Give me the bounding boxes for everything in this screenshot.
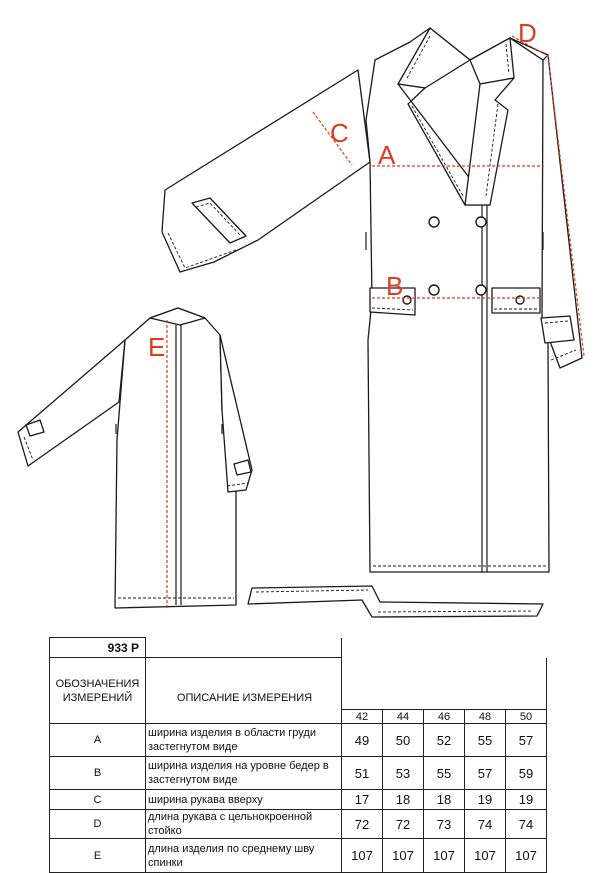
row-description: длина рукава с цельнокроенной стойко [146,810,342,839]
row-value: 107 [506,839,547,873]
row-code: C [50,790,146,810]
row-code: B [50,757,146,790]
row-value: 107 [465,839,506,873]
row-value: 55 [465,724,506,757]
back-view [18,308,252,608]
row-value: 51 [342,757,383,790]
measure-label-e: E [148,332,166,362]
measure-label-c: C [330,118,349,148]
row-value: 19 [465,790,506,810]
button [429,217,439,227]
measure-label-a: A [378,140,396,170]
table-row [50,839,547,873]
row-value: 107 [342,839,383,873]
header-code: ОБОЗНАЧЕНИЯ ИЗМЕРЕНИЙ [50,658,146,724]
button [476,217,486,227]
size-table [49,637,547,873]
model-number: 933 P [50,638,146,658]
button [429,285,439,295]
row-value: 72 [383,810,424,839]
button [476,285,486,295]
row-value: 107 [424,839,465,873]
row-value: 17 [342,790,383,810]
row-description: ширина изделия в области груди застегнутом виде [146,724,342,757]
row-value: 50 [383,724,424,757]
row-value: 18 [383,790,424,810]
table-row [50,810,547,839]
row-value: 74 [506,810,547,839]
row-value: 72 [342,810,383,839]
row-code: A [50,724,146,757]
row-value: 74 [465,810,506,839]
size-header: 44 [383,710,424,724]
table-row [50,724,547,757]
row-value: 107 [383,839,424,873]
row-description: длина изделия по среднему шву спинки [146,839,342,873]
row-value: 55 [424,757,465,790]
front-left-sleeve [162,70,370,272]
row-value: 57 [506,724,547,757]
header-description: ОПИСАНИЕ ИЗМЕРЕНИЯ [146,658,342,724]
measure-label-d: D [518,18,537,48]
size-header: 50 [506,710,547,724]
row-value: 49 [342,724,383,757]
table-row [50,790,547,810]
row-value: 59 [506,757,547,790]
measure-label-b: B [386,271,404,301]
right-cuff-tab [541,316,574,343]
row-description: ширина изделия на уровне бедер в застегнутом виде [146,757,342,790]
row-code: E [50,839,146,873]
size-header: 42 [342,710,383,724]
row-value: 57 [465,757,506,790]
table-row [50,757,547,790]
size-header: 46 [424,710,465,724]
belt [248,586,543,617]
row-code: D [50,810,146,839]
row-value: 18 [424,790,465,810]
row-value: 19 [506,790,547,810]
row-value: 53 [383,757,424,790]
row-description: ширина рукава вверху [146,790,342,810]
row-value: 73 [424,810,465,839]
size-header: 48 [465,710,506,724]
back-left-sleeve [18,340,125,466]
row-value: 52 [424,724,465,757]
